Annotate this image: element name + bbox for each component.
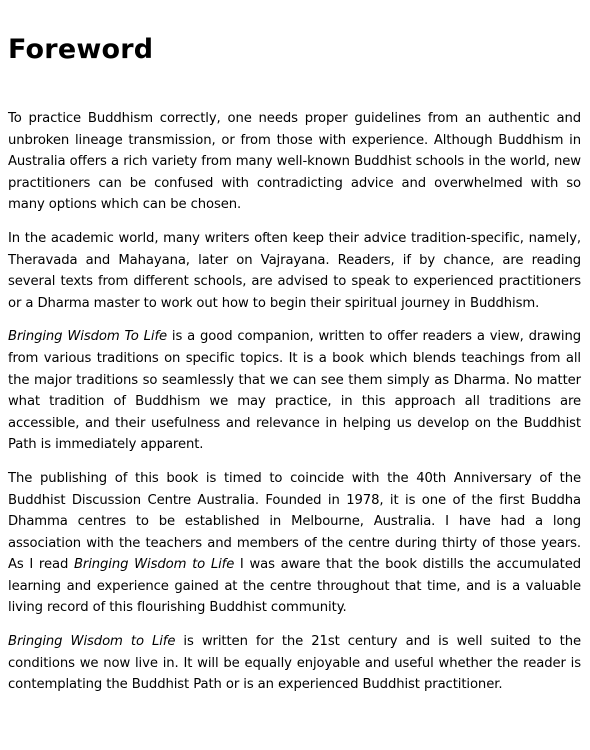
paragraph-2-text: In the academic world, many writers often keep their advice tradition-specific, namely, Theravada and Mahayana, later on Vajrayana. Readers, if by chance, are reading several texts from different schools, are advised to speak to experienced practitioners or a Dharma master to work out how to begin their spiritual journey in Buddhism. bbox=[8, 230, 581, 311]
paragraph-4-text-after: I was aware that the book distills the accumulated learning and experience gained at the centre throughout that time, and is a valuable living record of this flourishing Buddhist community. bbox=[8, 557, 581, 616]
book-title-italic: Bringing Wisdom to Life bbox=[8, 634, 176, 650]
paragraph-1-text: To practice Buddhism correctly, one needs proper guidelines from an authentic and unbroken lineage transmission, or from those with experience. Although Buddhism in Australia offers a rich variety from many well-known Buddhist schools in the world, new practitioners can be confused with contradicting advice and overwhelmed with so many options which can be chosen. bbox=[8, 111, 581, 213]
book-title-italic: Bringing Wisdom To Life bbox=[8, 329, 168, 345]
paragraph-2 bbox=[8, 228, 581, 314]
book-title-italic: Bringing Wisdom to Life bbox=[73, 557, 235, 573]
paragraph-3-text: is a good companion, written to offer readers a view, drawing from various traditions on specific topics. It is a book which blends teachings from all the major traditions so seamlessly that we can see them simply as Dharma. No matter what tradition of Buddhism we may practice, in this approach all traditions are accessible, and their usefulness and relevance in helping us develop on the Buddhist Path is immediately apparent. bbox=[8, 329, 581, 453]
paragraph-4 bbox=[8, 468, 581, 619]
document-body bbox=[8, 108, 581, 696]
paragraph-5 bbox=[8, 631, 581, 696]
page-title: Foreword bbox=[8, 34, 154, 65]
document-page bbox=[8, 0, 581, 708]
paragraph-1 bbox=[8, 108, 581, 216]
paragraph-4-text-before: The publishing of this book is timed to coincide with the 40th Anniversary of the Buddhist Discussion Centre Australia. Founded in 1978, it is one of the first Buddha Dhamma centres to be established in Melbourne, Australia. I have had a long association with the teachers and members of the centre during thirty of those years. As I read bbox=[8, 470, 581, 573]
paragraph-5-text: is written for the 21st century and is well suited to the conditions we now live in. It will be equally enjoyable and useful whether the reader is contemplating the Buddhist Path or is an experienced Buddhist practitioner. bbox=[8, 634, 581, 693]
paragraph-3 bbox=[8, 326, 581, 456]
